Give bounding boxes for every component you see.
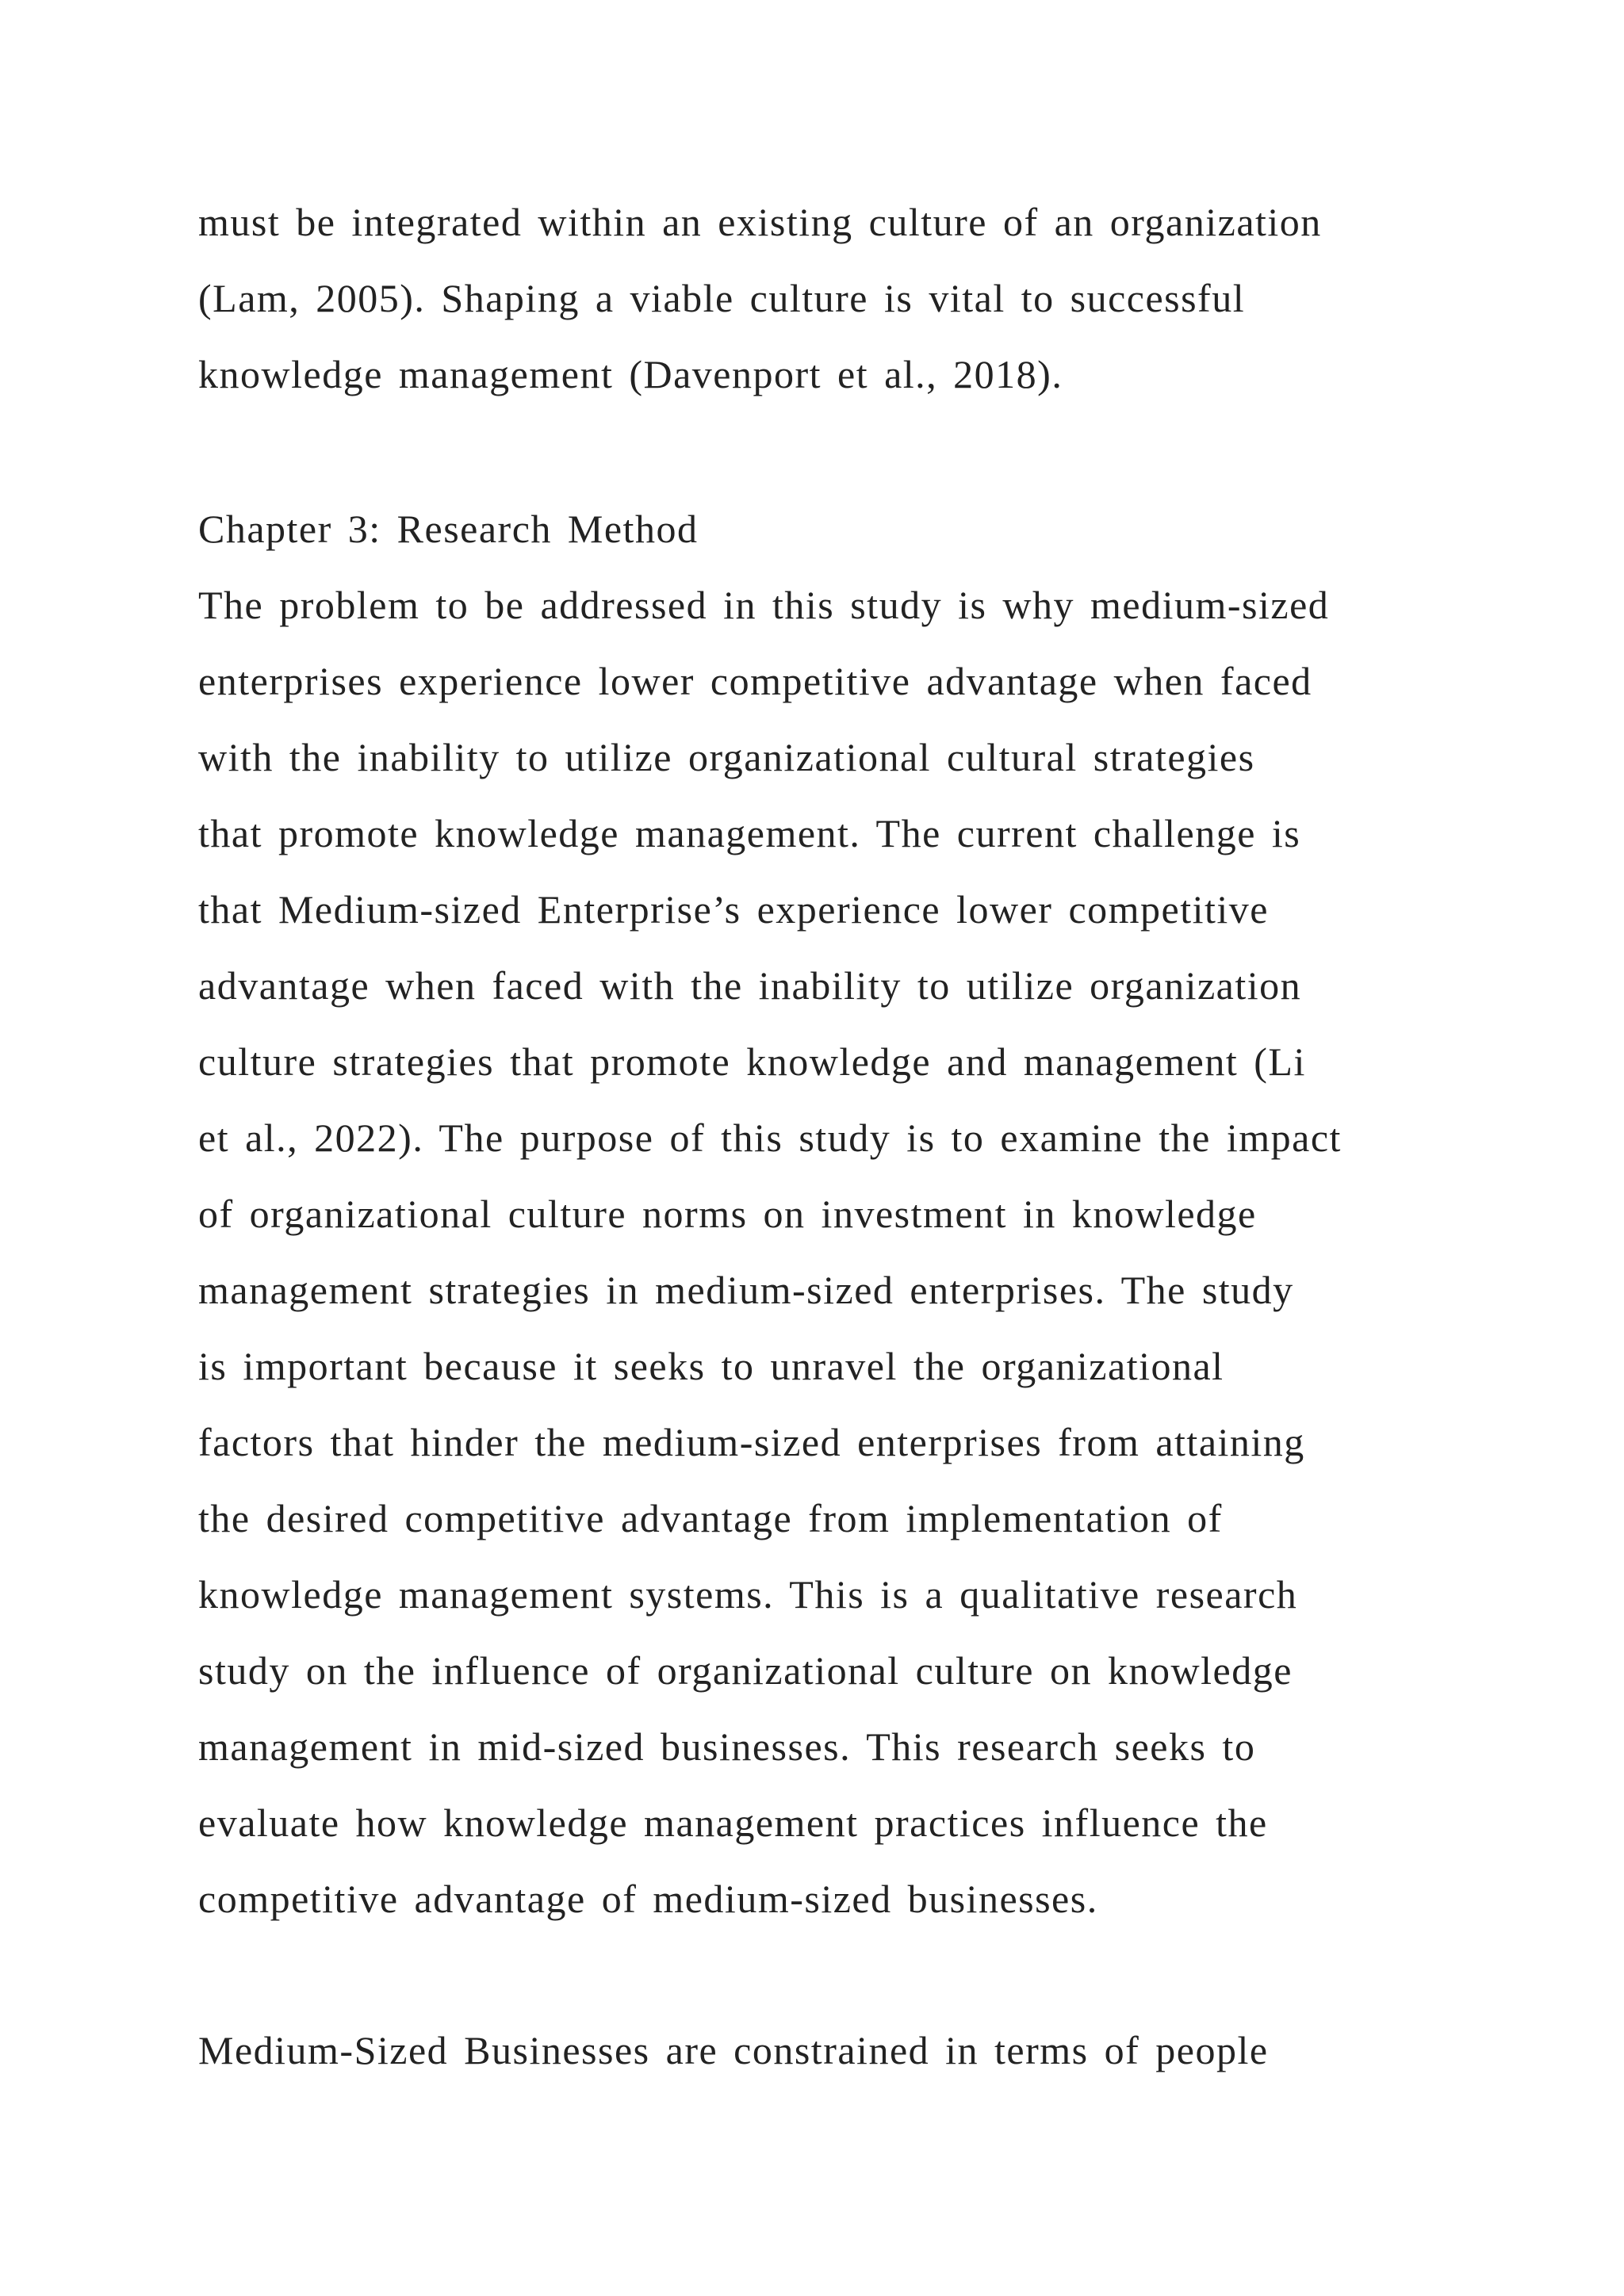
- text-line: that promote knowledge management. The current challenge is: [198, 811, 1301, 855]
- text-line: The problem to be addressed in this study is why medium-sized: [198, 583, 1330, 627]
- text-line: Medium-Sized Businesses are constrained in terms of people: [198, 2028, 1269, 2072]
- text-line: management in mid-sized businesses. This research seeks to: [198, 1724, 1256, 1769]
- text-line: knowledge management systems. This is a qualitative research: [198, 1572, 1298, 1617]
- text-line: of organizational culture norms on investment in knowledge: [198, 1192, 1257, 1236]
- text-line: culture strategies that promote knowledge and management (Li: [198, 1039, 1306, 1084]
- text-line: competitive advantage of medium-sized businesses.: [198, 1877, 1098, 1921]
- text-line: enterprises experience lower competitive advantage when faced: [198, 659, 1312, 703]
- text-line: study on the influence of organizational culture on knowledge: [198, 1648, 1293, 1693]
- text-line: advantage when faced with the inability to utilize organization: [198, 963, 1302, 1008]
- text-line: with the inability to utilize organizational cultural strategies: [198, 735, 1255, 779]
- text-line: et al., 2022). The purpose of this study is to examine the impact: [198, 1115, 1342, 1160]
- text-line: knowledge management (Davenport et al., 2018).: [198, 352, 1063, 396]
- text-line: evaluate how knowledge management practices influence the: [198, 1800, 1268, 1845]
- text-line: the desired competitive advantage from implementation of: [198, 1496, 1223, 1540]
- text-line: factors that hinder the medium-sized enterprises from attaining: [198, 1420, 1305, 1464]
- text-line: that Medium-sized Enterprise’s experience lower competitive: [198, 887, 1269, 932]
- text-line: management strategies in medium-sized enterprises. The study: [198, 1268, 1294, 1312]
- text-line: is important because it seeks to unravel the organizational: [198, 1344, 1224, 1388]
- chapter-heading: Chapter 3: Research Method: [198, 507, 699, 551]
- text-line: (Lam, 2005). Shaping a viable culture is vital to successful: [198, 276, 1246, 320]
- text-line: must be integrated within an existing culture of an organization: [198, 200, 1322, 244]
